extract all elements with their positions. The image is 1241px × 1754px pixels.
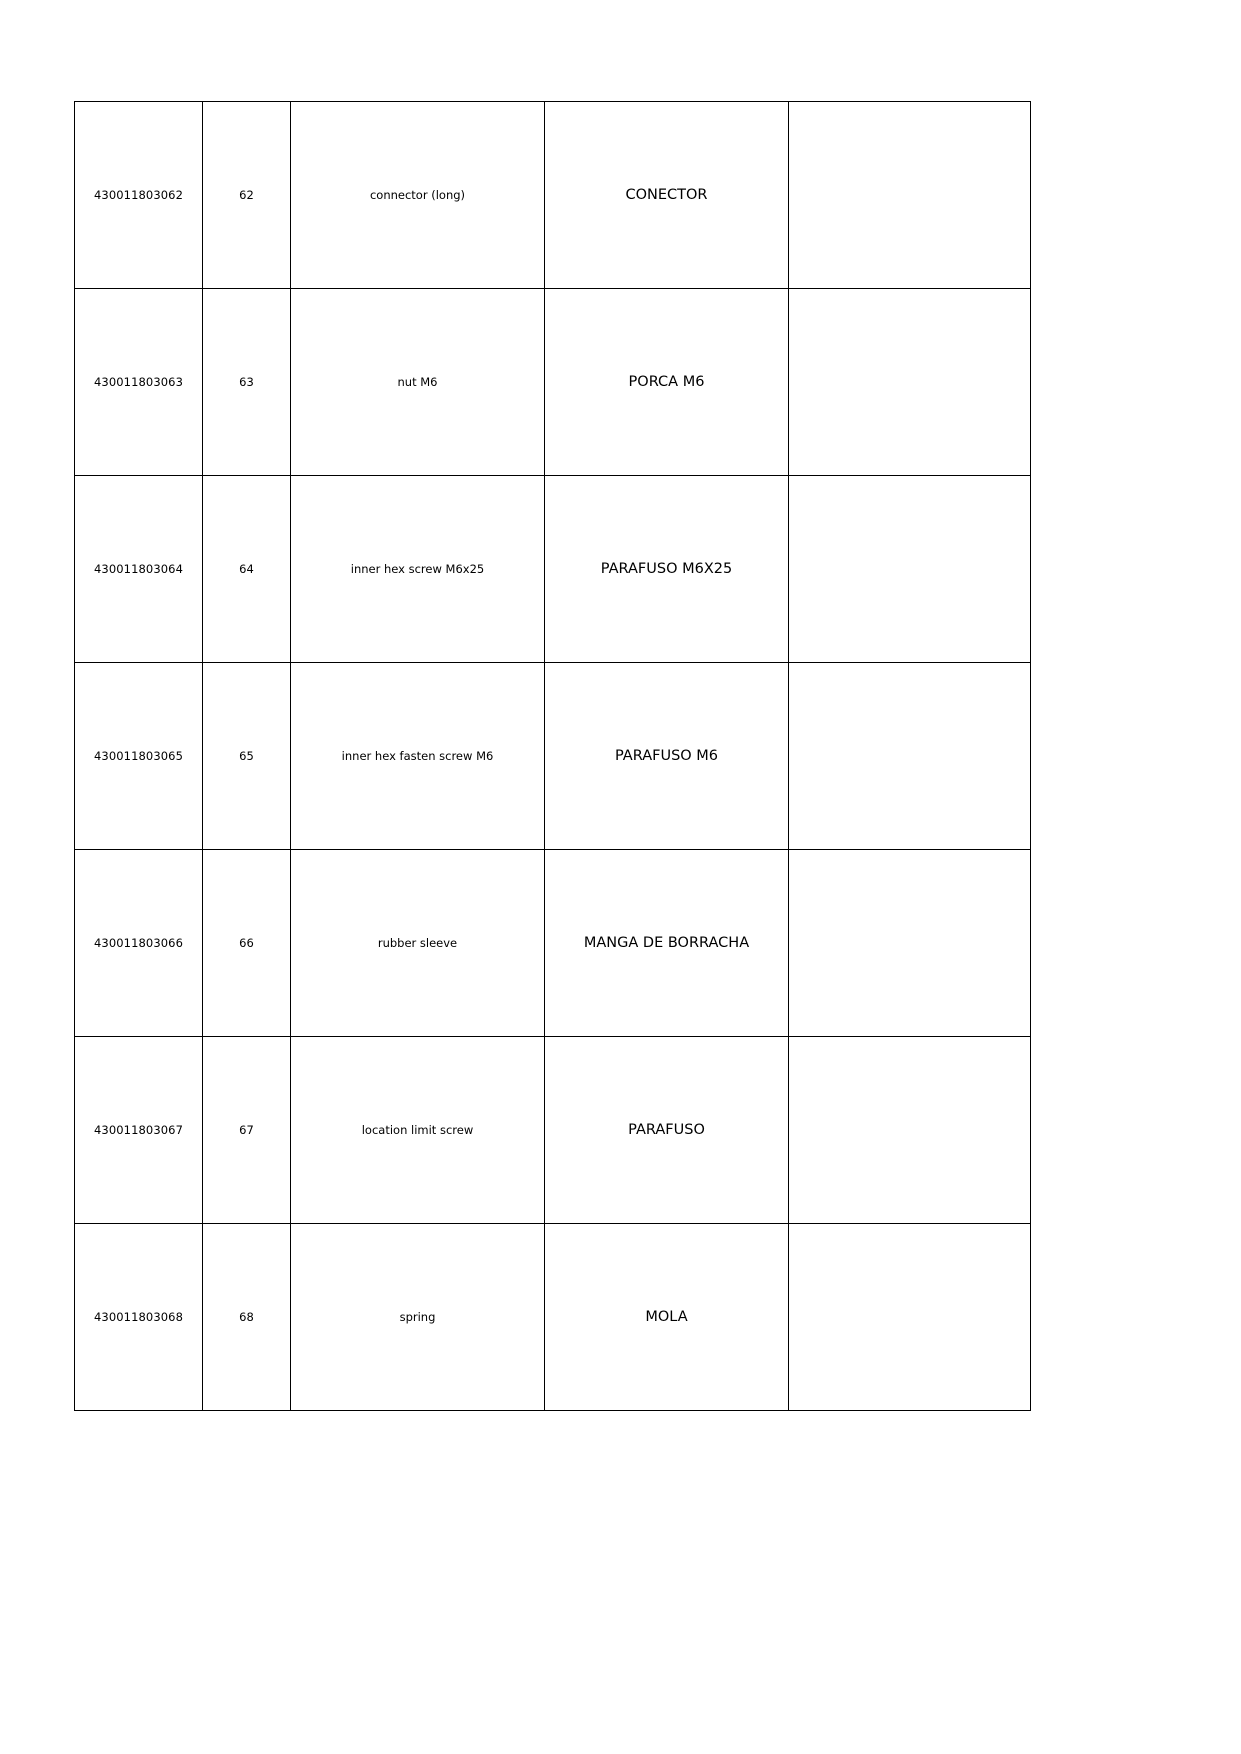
part-description-pt: PARAFUSO M6X25 xyxy=(545,476,789,663)
part-description-en: spring xyxy=(291,1224,545,1411)
part-description-en: rubber sleeve xyxy=(291,850,545,1037)
part-index: 67 xyxy=(203,1037,291,1224)
table-row xyxy=(75,102,1031,289)
part-image-cell xyxy=(789,1224,1031,1411)
part-index: 65 xyxy=(203,663,291,850)
part-description-pt: PARAFUSO xyxy=(545,1037,789,1224)
part-image-cell xyxy=(789,289,1031,476)
part-code: 430011803066 xyxy=(75,850,203,1037)
part-description-en: connector (long) xyxy=(291,102,545,289)
part-image-cell xyxy=(789,476,1031,663)
part-index: 63 xyxy=(203,289,291,476)
part-description-en: inner hex fasten screw M6 xyxy=(291,663,545,850)
part-description-pt: MOLA xyxy=(545,1224,789,1411)
table-row xyxy=(75,289,1031,476)
part-description-en: inner hex screw M6x25 xyxy=(291,476,545,663)
part-image-cell xyxy=(789,102,1031,289)
part-code: 430011803062 xyxy=(75,102,203,289)
part-description-pt: PARAFUSO M6 xyxy=(545,663,789,850)
part-description-pt: PORCA M6 xyxy=(545,289,789,476)
part-image-cell xyxy=(789,1037,1031,1224)
table-row xyxy=(75,663,1031,850)
table-row xyxy=(75,1037,1031,1224)
parts-table xyxy=(74,101,1031,1411)
part-code: 430011803068 xyxy=(75,1224,203,1411)
part-description-pt: CONECTOR xyxy=(545,102,789,289)
table-row xyxy=(75,1224,1031,1411)
part-code: 430011803065 xyxy=(75,663,203,850)
part-index: 62 xyxy=(203,102,291,289)
part-code: 430011803064 xyxy=(75,476,203,663)
part-code: 430011803063 xyxy=(75,289,203,476)
table-row xyxy=(75,850,1031,1037)
table-row xyxy=(75,476,1031,663)
part-image-cell xyxy=(789,663,1031,850)
part-index: 68 xyxy=(203,1224,291,1411)
part-index: 64 xyxy=(203,476,291,663)
part-index: 66 xyxy=(203,850,291,1037)
part-code: 430011803067 xyxy=(75,1037,203,1224)
part-image-cell xyxy=(789,850,1031,1037)
part-description-en: location limit screw xyxy=(291,1037,545,1224)
part-description-pt: MANGA DE BORRACHA xyxy=(545,850,789,1037)
part-description-en: nut M6 xyxy=(291,289,545,476)
